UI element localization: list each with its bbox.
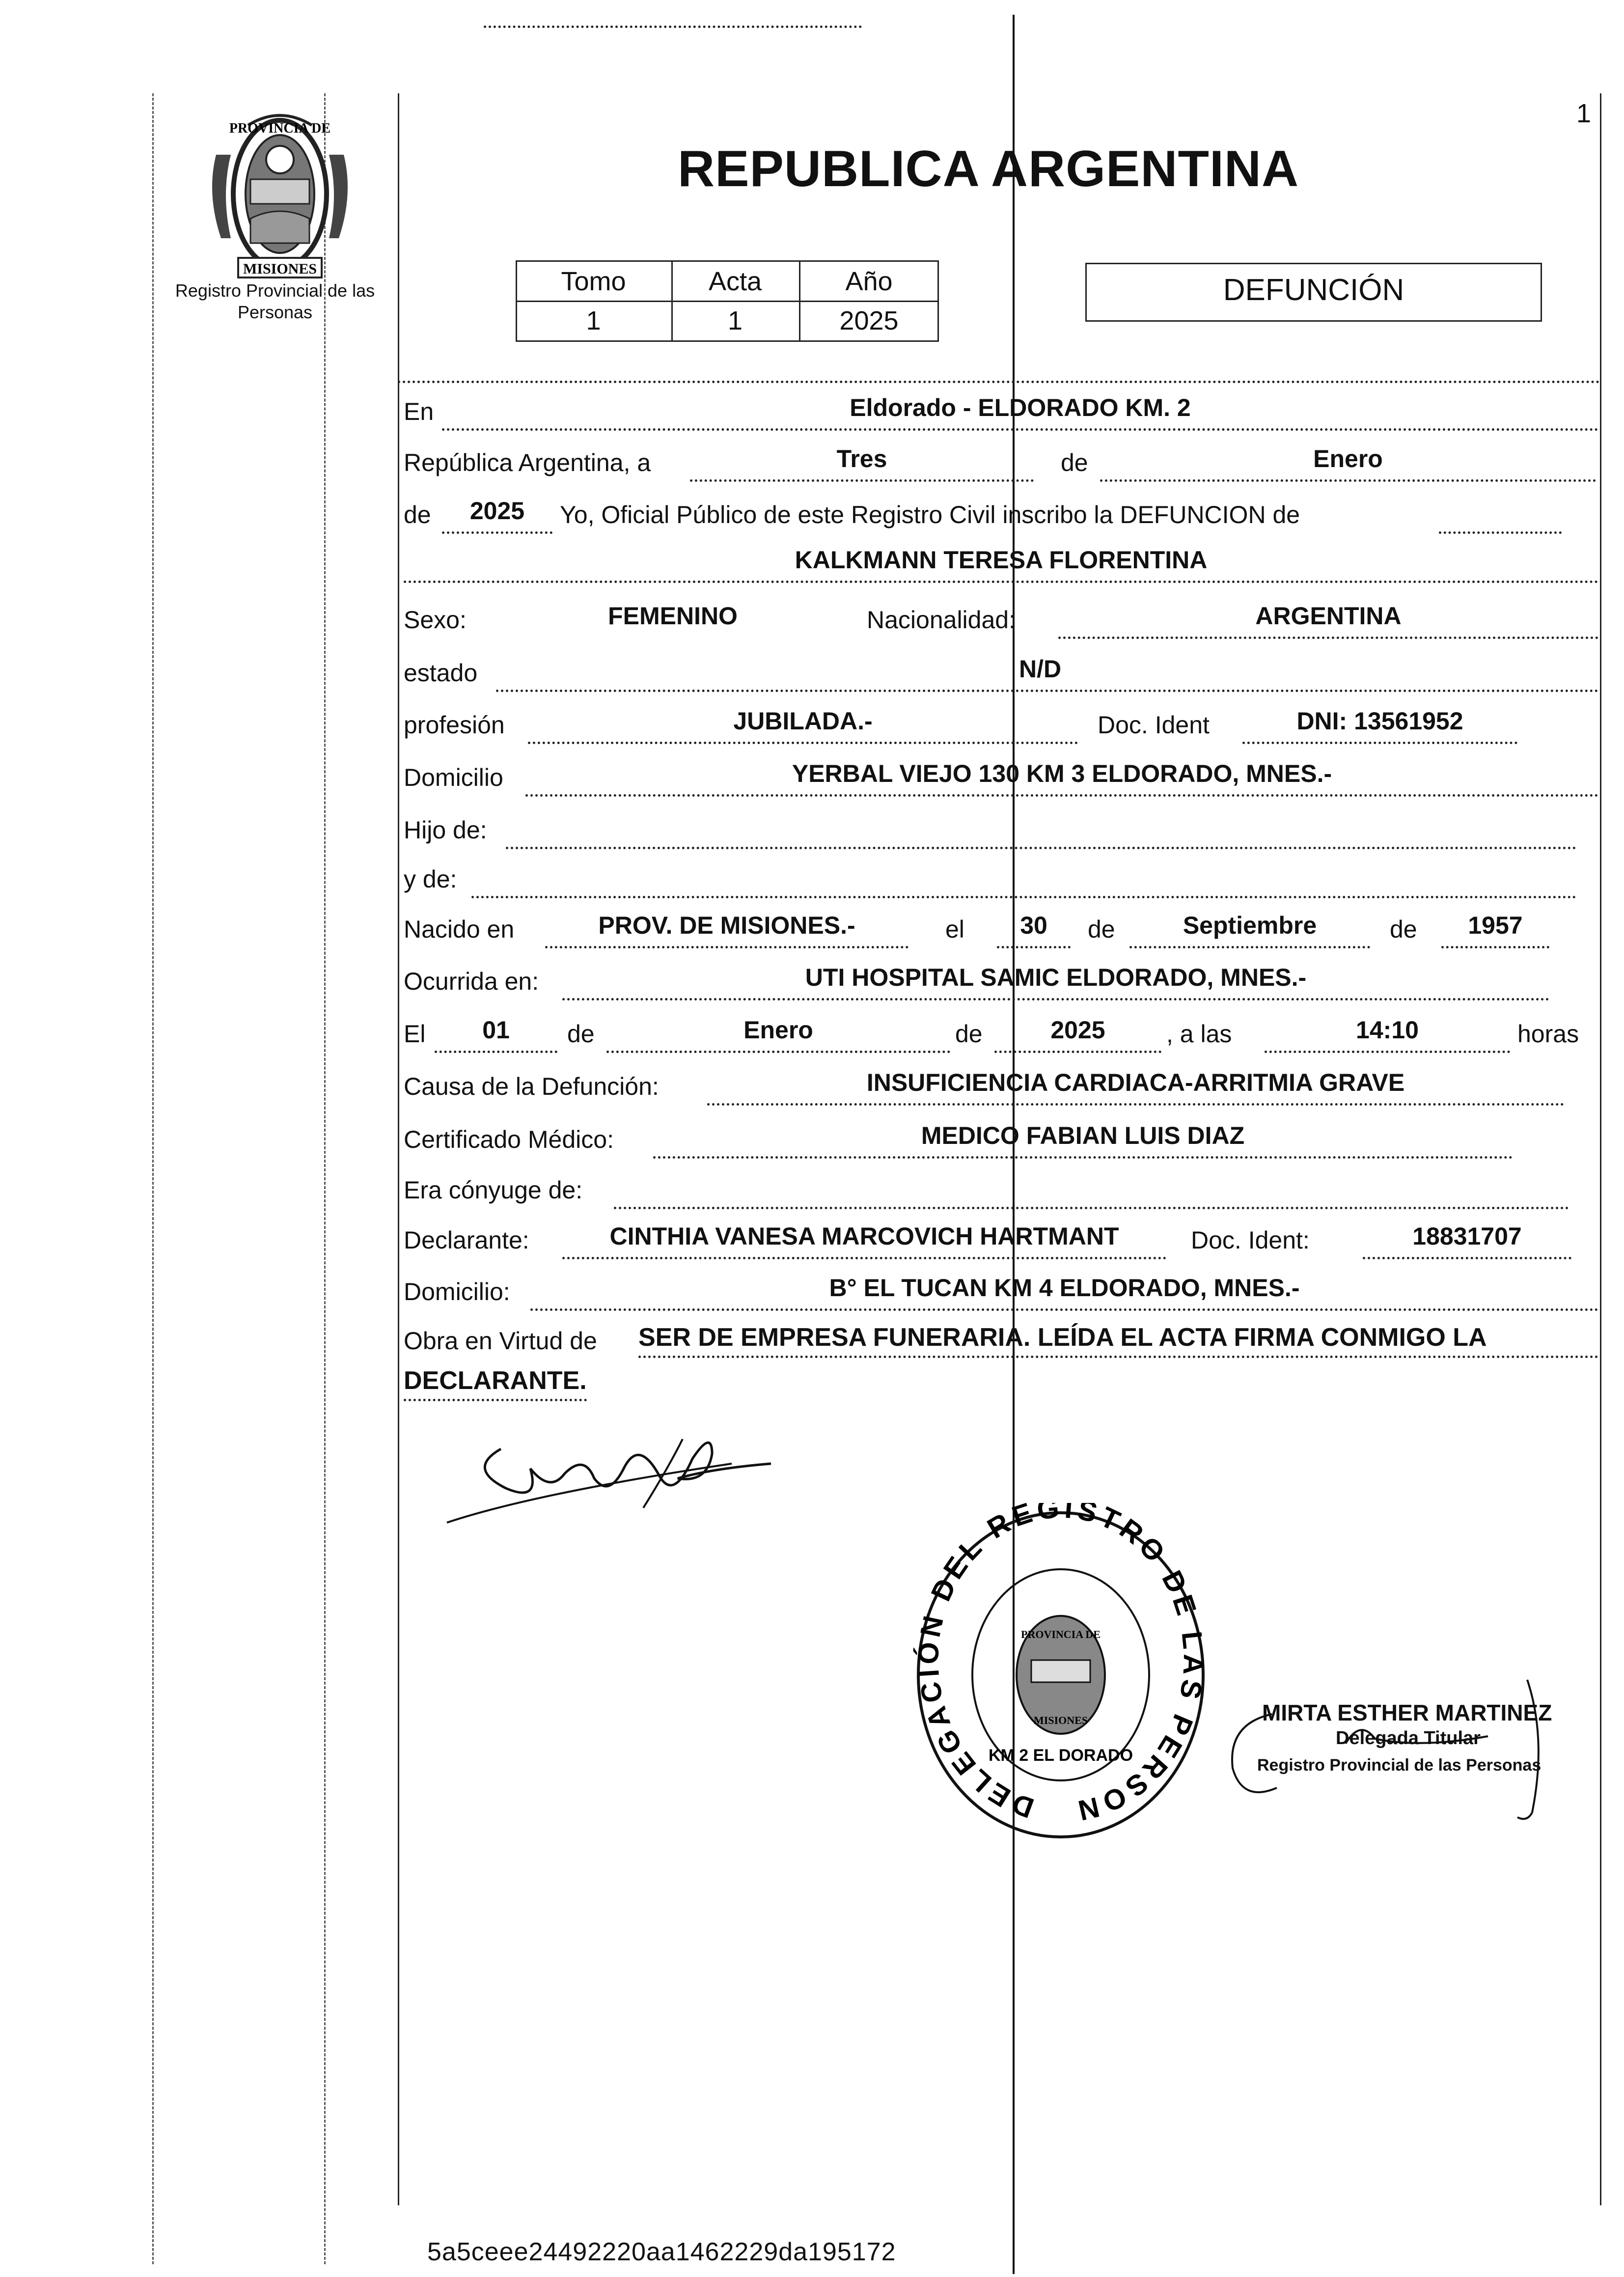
field-hijo-de — [506, 821, 1576, 849]
official-role: Delegada Titular — [1336, 1728, 1481, 1749]
label-profesion: profesión — [404, 711, 505, 739]
label-intro: Yo, Oficial Público de este Registro Civil inscribo la DEFUNCION de — [560, 501, 1300, 528]
table-header-anio: Año — [845, 267, 893, 296]
seal-text-top: PROVINCIA DE — [229, 121, 331, 136]
label-y-de: y de: — [404, 865, 457, 893]
document-hash: 5a5ceee24492220aa1462229da195172 — [427, 2238, 896, 2266]
label-certificado: Certificado Médico: — [404, 1126, 614, 1153]
table-value-anio: 2025 — [839, 306, 899, 335]
act-type: DEFUNCIÓN — [1223, 273, 1404, 307]
registry-caption: Registro Provincial de las Personas — [175, 280, 375, 322]
value-mes: Enero — [1313, 445, 1383, 472]
value-sexo: FEMENINO — [608, 602, 738, 630]
label-domicilio: Domicilio — [404, 764, 503, 791]
value-nombre: KALKMANN TERESA FLORENTINA — [795, 546, 1208, 574]
value-def-anio: 2025 — [1050, 1016, 1105, 1044]
label-a-las: , a las — [1166, 1020, 1232, 1048]
label-horas: horas — [1517, 1020, 1579, 1048]
margin-dash-left — [152, 93, 154, 2264]
label-en: En — [404, 398, 434, 425]
table-divider — [516, 301, 939, 302]
value-ocurrida: UTI HOSPITAL SAMIC ELDORADO, MNES.- — [805, 964, 1307, 991]
value-def-hora: 14:10 — [1356, 1016, 1419, 1044]
value-obra-linea2: DECLARANTE. — [404, 1365, 587, 1401]
value-dia: Tres — [836, 445, 887, 472]
value-anio: 2025 — [469, 497, 525, 525]
value-causa: INSUFICIENCIA CARDIACA-ARRITMIA GRAVE — [866, 1069, 1405, 1096]
stamp-seal-bottom: MISIONES — [1033, 1714, 1088, 1726]
value-estado: N/D — [1019, 655, 1062, 683]
value-declarante-doc: 18831707 — [1412, 1222, 1522, 1250]
value-profesion: JUBILADA.- — [733, 707, 873, 735]
value-certificado: MEDICO FABIAN LUIS DIAZ — [921, 1122, 1245, 1149]
value-nacido-dia: 30 — [1020, 912, 1047, 939]
label-sexo: Sexo: — [404, 606, 467, 634]
official-institution: Registro Provincial de las Personas — [1257, 1756, 1541, 1775]
value-def-dia: 01 — [482, 1016, 510, 1044]
label-doc-ident: Doc. Ident — [1098, 711, 1210, 739]
margin-dash-inner — [324, 93, 326, 2264]
seal-text-bottom: MISIONES — [243, 261, 317, 277]
label-el2: El — [404, 1020, 426, 1048]
field-y-de — [471, 870, 1576, 898]
value-nacionalidad: ARGENTINA — [1255, 602, 1402, 630]
page-number: 1 — [1576, 99, 1592, 128]
registry-stamp — [908, 1503, 1213, 1847]
field-sexo — [484, 0, 862, 28]
label-ocurrida-en: Ocurrida en: — [404, 968, 539, 995]
left-border-line — [398, 93, 399, 2205]
table-value-acta: 1 — [727, 306, 743, 335]
top-dotted-rule — [398, 381, 1600, 383]
right-border-line — [1600, 93, 1601, 2205]
value-declarante: CINTHIA VANESA MARCOVICH HARTMANT — [609, 1222, 1119, 1250]
label-estado: estado — [404, 659, 478, 687]
value-declarante-domicilio: B° EL TUCAN KM 4 ELDORADO, MNES.- — [829, 1274, 1300, 1302]
label-obra: Obra en Virtud de — [404, 1327, 597, 1355]
label-nacionalidad: Nacionalidad: — [867, 606, 1016, 634]
label-el: el — [945, 916, 964, 943]
label-de: de — [1061, 449, 1088, 476]
label-republica: República Argentina, a — [404, 449, 651, 476]
declarant-signature — [437, 1410, 791, 1537]
official-name: MIRTA ESTHER MARTINEZ — [1262, 1700, 1552, 1725]
value-def-mes: Enero — [743, 1016, 813, 1044]
field-conyuge — [614, 1181, 1569, 1209]
value-nacido-anio: 1957 — [1468, 912, 1523, 939]
value-domicilio: YERBAL VIEJO 130 KM 3 ELDORADO, MNES.- — [792, 760, 1332, 787]
table-header-tomo: Tomo — [561, 267, 626, 296]
value-lugar: Eldorado - ELDORADO KM. 2 — [850, 394, 1191, 421]
province-seal — [201, 96, 358, 282]
label-de-d: de — [955, 1020, 983, 1048]
label-de-c: de — [567, 1020, 595, 1048]
label-domicilio2: Domicilio: — [404, 1278, 510, 1305]
label-de-b: de — [1390, 916, 1417, 943]
official-signature-block — [1213, 1670, 1586, 1832]
field-intro-tail — [1439, 506, 1562, 534]
label-conyuge: Era cónyuge de: — [404, 1176, 583, 1204]
label-de-a: de — [1088, 916, 1115, 943]
value-nacido-mes: Septiembre — [1183, 912, 1317, 939]
page-title: REPUBLICA ARGENTINA — [678, 140, 1299, 197]
stamp-ring-text: DELEGACIÓN DEL REGISTRO DE LAS PERSON — [912, 1503, 1210, 1828]
label-causa: Causa de la Defunción: — [404, 1073, 659, 1100]
stamp-inner-text: KM 2 EL DORADO — [988, 1746, 1133, 1765]
label-nacido-en: Nacido en — [404, 916, 515, 943]
table-header-acta: Acta — [708, 267, 762, 296]
table-value-tomo: 1 — [586, 306, 601, 335]
value-doc: DNI: 13561952 — [1296, 707, 1463, 735]
label-de2: de — [404, 501, 431, 528]
label-hijo-de: Hijo de: — [404, 816, 487, 844]
label-declarante: Declarante: — [404, 1226, 529, 1254]
value-obra-linea1: SER DE EMPRESA FUNERARIA. LEÍDA EL ACTA FIRMA CONMIGO LA — [638, 1322, 1598, 1358]
label-doc-ident2: Doc. Ident: — [1191, 1226, 1310, 1254]
stamp-seal-top: PROVINCIA DE — [1021, 1628, 1101, 1640]
value-nacido-lugar: PROV. DE MISIONES.- — [598, 912, 855, 939]
